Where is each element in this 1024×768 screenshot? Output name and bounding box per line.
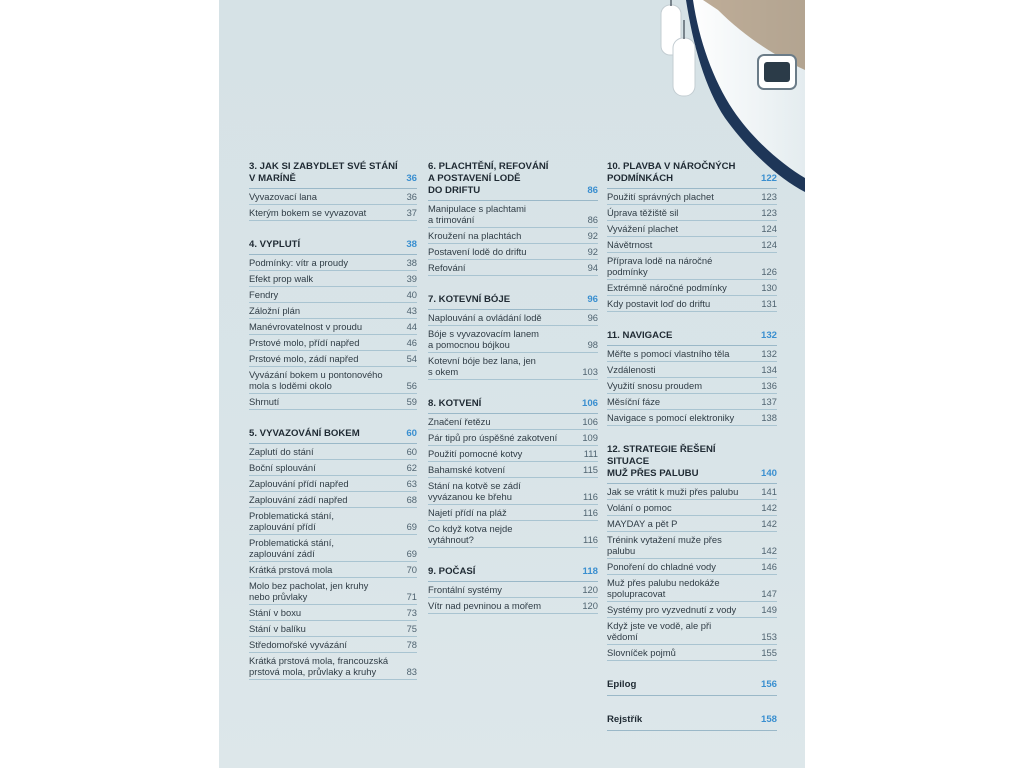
chapter-page-number: 96 [587, 294, 598, 305]
toc-entry-title: Jak se vrátit k muži přes palubu [607, 486, 739, 497]
toc-entry [428, 201, 598, 228]
toc-entry-title: Krátká prstová mola, francouzská prstová mola, průvlaky a kruhy [249, 655, 389, 677]
toc-entry [249, 287, 417, 303]
toc-entry-title: Značení řetězu [428, 416, 491, 427]
toc-entry-page: 142 [761, 502, 777, 513]
toc-entry-page: 138 [761, 412, 777, 423]
toc-entry-page: 78 [406, 639, 417, 650]
toc-section [607, 330, 777, 426]
chapter-heading [607, 161, 777, 189]
toc-entry-title: Problematická stání, zaplouvání přídí [249, 510, 334, 532]
toc-entry [428, 326, 598, 353]
chapter-title: 9. POČASÍ [428, 566, 476, 577]
toc-entry-page: 36 [406, 191, 417, 202]
section-gap [249, 221, 417, 239]
toc-entry [607, 532, 777, 559]
chapter-heading [428, 294, 598, 310]
toc-entry-page: 44 [406, 321, 417, 332]
toc-entry-page: 62 [406, 462, 417, 473]
section-gap [428, 548, 598, 566]
toc-entry-page: 131 [761, 298, 777, 309]
toc-entry-title: Zaplutí do stání [249, 446, 314, 457]
toc-entry [249, 508, 417, 535]
toc-entry [249, 303, 417, 319]
toc-entry [428, 260, 598, 276]
toc-entry-title: Navigace s pomocí elektroniky [607, 412, 735, 423]
toc-entry-page: 116 [583, 491, 598, 502]
toc-entry-title: Boční splouvání [249, 462, 316, 473]
toc-entry-title: Najetí přídí na pláž [428, 507, 507, 518]
toc-entry [607, 484, 777, 500]
toc-entry [249, 605, 417, 621]
toc-entry [428, 446, 598, 462]
toc-section [249, 239, 417, 410]
toc-entry-page: 92 [587, 246, 598, 257]
toc-entry-page: 98 [587, 339, 598, 350]
toc-entry-title: Extrémně náročné podmínky [607, 282, 727, 293]
toc-entry [607, 516, 777, 532]
toc-column-2 [428, 161, 598, 614]
toc-entry-page: 54 [406, 353, 417, 364]
toc-entry-page: 39 [406, 273, 417, 284]
chapter-title: 12. STRATEGIE ŘEŠENÍ SITUACE MUŽ PŘES PALUBU [607, 444, 716, 479]
toc-extra-entry [607, 679, 777, 696]
section-gap [607, 696, 777, 714]
toc-entry-page: 153 [761, 631, 777, 642]
toc-entry [249, 205, 417, 221]
toc-entry [249, 460, 417, 476]
toc-entry [428, 228, 598, 244]
chapter-page-number: 140 [760, 468, 777, 479]
toc-entry-title: Manévrovatelnost v proudu [249, 321, 363, 332]
toc-entry-title: Měsíční fáze [607, 396, 661, 407]
toc-entry-title: Stání v boxu [249, 607, 302, 618]
chapter-heading [428, 566, 598, 582]
toc-entry [428, 244, 598, 260]
toc-entry-title: Podmínky: vítr a proudy [249, 257, 349, 268]
toc-entry-title: Slovníček pojmů [607, 647, 676, 658]
toc-column-3 [607, 161, 777, 731]
extra-title: Rejstřík [607, 714, 643, 725]
toc-entry [607, 575, 777, 602]
toc-entry-title: Kdy postavit loď do driftu [607, 298, 711, 309]
toc-entry-title: Krátká prstová mola [249, 564, 333, 575]
toc-entry-title: Pár tipů pro úspěšné zakotvení [428, 432, 558, 443]
toc-entry [249, 271, 417, 287]
chapter-title: 3. JAK SI ZABYDLET SVÉ STÁNÍ V MARÍNĚ [249, 161, 398, 184]
toc-entry-title: Stání v balíku [249, 623, 306, 634]
toc-entry-title: Použití pomocné kotvy [428, 448, 523, 459]
toc-entry-page: 132 [761, 348, 777, 359]
toc-entry-title: Vítr nad pevninou a mořem [428, 600, 542, 611]
toc-entry [249, 319, 417, 335]
toc-section [607, 161, 777, 312]
toc-entry-page: 86 [587, 214, 598, 225]
toc-entry-title: Molo bez pacholat, jen kruhy nebo průvlaky [249, 580, 369, 602]
toc-entry-title: Bóje s vyvazovacím lanem a pomocnou bójkou [428, 328, 539, 350]
toc-section [249, 428, 417, 680]
toc-section [249, 161, 417, 221]
toc-entry [607, 280, 777, 296]
toc-entry [607, 559, 777, 575]
toc-entry [249, 476, 417, 492]
toc-column-1 [249, 161, 417, 680]
chapter-page-number: 60 [406, 428, 417, 439]
toc-entry-page: 37 [406, 207, 417, 218]
toc-entry-title: Záložní plán [249, 305, 301, 316]
toc-entry [249, 562, 417, 578]
toc-entry [607, 618, 777, 645]
toc-entry-page: 111 [583, 448, 598, 459]
section-gap [249, 410, 417, 428]
toc-entry-page: 116 [583, 534, 598, 545]
toc-entry-title: Bahamské kotvení [428, 464, 506, 475]
chapter-heading [249, 239, 417, 255]
toc-entry [428, 353, 598, 380]
toc-entry-title: Když jste ve vodě, ale při vědomí [607, 620, 712, 642]
toc-entry [607, 237, 777, 253]
toc-entry-page: 120 [582, 584, 598, 595]
toc-entry [249, 578, 417, 605]
toc-entry-page: 126 [761, 266, 777, 277]
toc-entry [607, 394, 777, 410]
chapter-title: 4. VYPLUTÍ [249, 239, 301, 250]
toc-entry [607, 205, 777, 221]
toc-entry [607, 253, 777, 280]
toc-entry-title: Stání na kotvě se zádí vyvázanou ke břehu [428, 480, 521, 502]
toc-entry-title: Refování [428, 262, 466, 273]
toc-section [607, 444, 777, 661]
toc-entry-title: Kterým bokem se vyvazovat [249, 207, 367, 218]
section-gap [607, 661, 777, 679]
toc-entry [249, 255, 417, 271]
toc-entry-page: 56 [406, 380, 417, 391]
toc-entry-title: Shrnutí [249, 396, 280, 407]
extra-title: Epilog [607, 679, 637, 690]
toc-entry [428, 598, 598, 614]
toc-entry-title: Co když kotva nejde vytáhnout? [428, 523, 513, 545]
toc-entry-page: 142 [761, 545, 777, 556]
toc-entry-page: 115 [583, 464, 598, 475]
toc-entry-page: 60 [406, 446, 417, 457]
toc-entry-page: 94 [587, 262, 598, 273]
toc-entry-title: Kroužení na plachtách [428, 230, 522, 241]
toc-entry-page: 116 [583, 507, 598, 518]
extra-page-number: 158 [760, 714, 777, 725]
toc-entry-title: Naplouvání a ovládání lodě [428, 312, 542, 323]
toc-section [428, 161, 598, 276]
toc-entry-page: 71 [406, 591, 417, 602]
toc-entry-page: 142 [761, 518, 777, 529]
toc-entry-title: Trénink vytažení muže přes palubu [607, 534, 722, 556]
section-gap [428, 380, 598, 398]
toc-entry-page: 46 [406, 337, 417, 348]
toc-entry-title: Muž přes palubu nedokáže spolupracovat [607, 577, 720, 599]
toc-entry-title: Efekt prop walk [249, 273, 314, 284]
toc-entry-page: 63 [406, 478, 417, 489]
toc-entry [428, 505, 598, 521]
chapter-heading [607, 330, 777, 346]
toc-entry-page: 103 [582, 366, 598, 377]
toc-entry [428, 414, 598, 430]
toc-entry-page: 123 [761, 207, 777, 218]
toc-entry-title: Postavení lodě do driftu [428, 246, 527, 257]
toc-entry [607, 645, 777, 661]
toc-entry-title: Vzdálenosti [607, 364, 656, 375]
toc-entry-title: Zaplouvání přídí napřed [249, 478, 349, 489]
toc-entry-title: MAYDAY a pět P [607, 518, 678, 529]
toc-entry-title: Fendry [249, 289, 279, 300]
toc-entry [249, 621, 417, 637]
chapter-page-number: 86 [587, 185, 598, 196]
toc-entry-page: 38 [406, 257, 417, 268]
section-gap [607, 426, 777, 444]
toc-extra-entry [607, 714, 777, 731]
toc-entry [249, 535, 417, 562]
toc-entry-page: 96 [587, 312, 598, 323]
chapter-page-number: 132 [760, 330, 777, 341]
toc-entry-page: 40 [406, 289, 417, 300]
section-gap [428, 276, 598, 294]
toc-entry-title: Příprava lodě na náročné podmínky [607, 255, 713, 277]
toc-entry-page: 137 [761, 396, 777, 407]
toc-entry-title: Využití snosu proudem [607, 380, 703, 391]
toc-entry-page: 73 [406, 607, 417, 618]
chapter-page-number: 38 [406, 239, 417, 250]
toc-entry [607, 362, 777, 378]
toc-entry [249, 351, 417, 367]
toc-entry-title: Prstové molo, zádí napřed [249, 353, 359, 364]
toc-entry-page: 123 [761, 191, 777, 202]
toc-entry-page: 134 [761, 364, 777, 375]
chapter-page-number: 122 [760, 173, 777, 184]
toc-entry [249, 444, 417, 460]
toc-entry-page: 69 [406, 548, 417, 559]
toc-entry-title: Vyvazovací lana [249, 191, 317, 202]
toc-entry-page: 120 [582, 600, 598, 611]
toc-entry-page: 130 [761, 282, 777, 293]
toc-entry [607, 500, 777, 516]
toc-entry-page: 69 [406, 521, 417, 532]
toc-entry [249, 189, 417, 205]
chapter-title: 5. VYVAZOVÁNÍ BOKEM [249, 428, 360, 439]
chapter-page-number: 106 [581, 398, 598, 409]
toc-entry-title: Frontální systémy [428, 584, 502, 595]
toc-entry-page: 147 [761, 588, 777, 599]
toc-entry-title: Systémy pro vyzvednutí z vody [607, 604, 737, 615]
toc-entry-page: 83 [406, 666, 417, 677]
toc-entry [607, 346, 777, 362]
toc-entry [428, 462, 598, 478]
toc-entry-title: Vyvážení plachet [607, 223, 679, 234]
toc-entry [249, 653, 417, 680]
toc-section [428, 294, 598, 380]
toc-entry [607, 602, 777, 618]
chapter-heading [249, 428, 417, 444]
toc-entry [428, 521, 598, 548]
toc-entry [249, 394, 417, 410]
toc-entry [249, 492, 417, 508]
toc-entry-title: Zaplouvání zádí napřed [249, 494, 348, 505]
toc-entry-page: 155 [761, 647, 777, 658]
toc-entry-page: 75 [406, 623, 417, 634]
chapter-title: 10. PLAVBA V NÁROČNÝCH PODMÍNKÁCH [607, 161, 736, 184]
toc-section [428, 566, 598, 614]
chapter-title: 6. PLACHTĚNÍ, REFOVÁNÍ A POSTAVENÍ LODĚ DO DRIFTU [428, 161, 549, 196]
extra-page-number: 156 [760, 679, 777, 690]
toc-entry-title: Návětrnost [607, 239, 653, 250]
toc-entry [428, 310, 598, 326]
chapter-title: 8. KOTVENÍ [428, 398, 482, 409]
toc-entry-title: Prstové molo, přídí napřed [249, 337, 360, 348]
toc-entry [607, 410, 777, 426]
toc-entry-page: 149 [761, 604, 777, 615]
toc-entry-page: 124 [761, 223, 777, 234]
chapter-heading [249, 161, 417, 189]
toc-entry-page: 141 [761, 486, 777, 497]
toc-entry [428, 478, 598, 505]
toc-entry-title: Kotevní bóje bez lana, jen s okem [428, 355, 536, 377]
toc-entry-page: 106 [582, 416, 598, 427]
section-gap [607, 312, 777, 330]
chapter-page-number: 118 [582, 566, 598, 577]
toc-entry [607, 221, 777, 237]
toc-entry [607, 378, 777, 394]
toc-entry-page: 124 [761, 239, 777, 250]
chapter-page-number: 36 [406, 173, 417, 184]
toc-entry [249, 367, 417, 394]
toc-entry-title: Problematická stání, zaplouvání zádí [249, 537, 334, 559]
toc-entry [249, 335, 417, 351]
toc-entry-title: Měřte s pomocí vlastního těla [607, 348, 730, 359]
toc-entry-page: 59 [406, 396, 417, 407]
toc-entry [607, 296, 777, 312]
toc-entry [428, 430, 598, 446]
toc-entry-page: 146 [761, 561, 777, 572]
chapter-title: 11. NAVIGACE [607, 330, 673, 341]
chapter-heading [607, 444, 777, 484]
toc-entry-page: 136 [761, 380, 777, 391]
toc-entry-page: 92 [587, 230, 598, 241]
toc-section [428, 398, 598, 548]
toc-entry-title: Manipulace s plachtami a trimování [428, 203, 526, 225]
toc-entry-title: Použití správných plachet [607, 191, 714, 202]
toc-entry-title: Ponoření do chladné vody [607, 561, 716, 572]
toc-entry-title: Úprava těžiště sil [607, 207, 679, 218]
toc-entry-title: Volání o pomoc [607, 502, 672, 513]
toc-entry [249, 637, 417, 653]
toc-entry [428, 582, 598, 598]
toc-entry-page: 109 [582, 432, 598, 443]
chapter-heading [428, 161, 598, 201]
chapter-title: 7. KOTEVNÍ BÓJE [428, 294, 511, 305]
chapter-heading [428, 398, 598, 414]
toc-entry-page: 68 [406, 494, 417, 505]
toc-entry-title: Středomořské vyvázání [249, 639, 347, 650]
toc-entry-page: 43 [406, 305, 417, 316]
toc-entry [607, 189, 777, 205]
toc-entry-page: 70 [406, 564, 417, 575]
toc-entry-title: Vyvázání bokem u pontonového mola s loděmi okolo [249, 369, 383, 391]
